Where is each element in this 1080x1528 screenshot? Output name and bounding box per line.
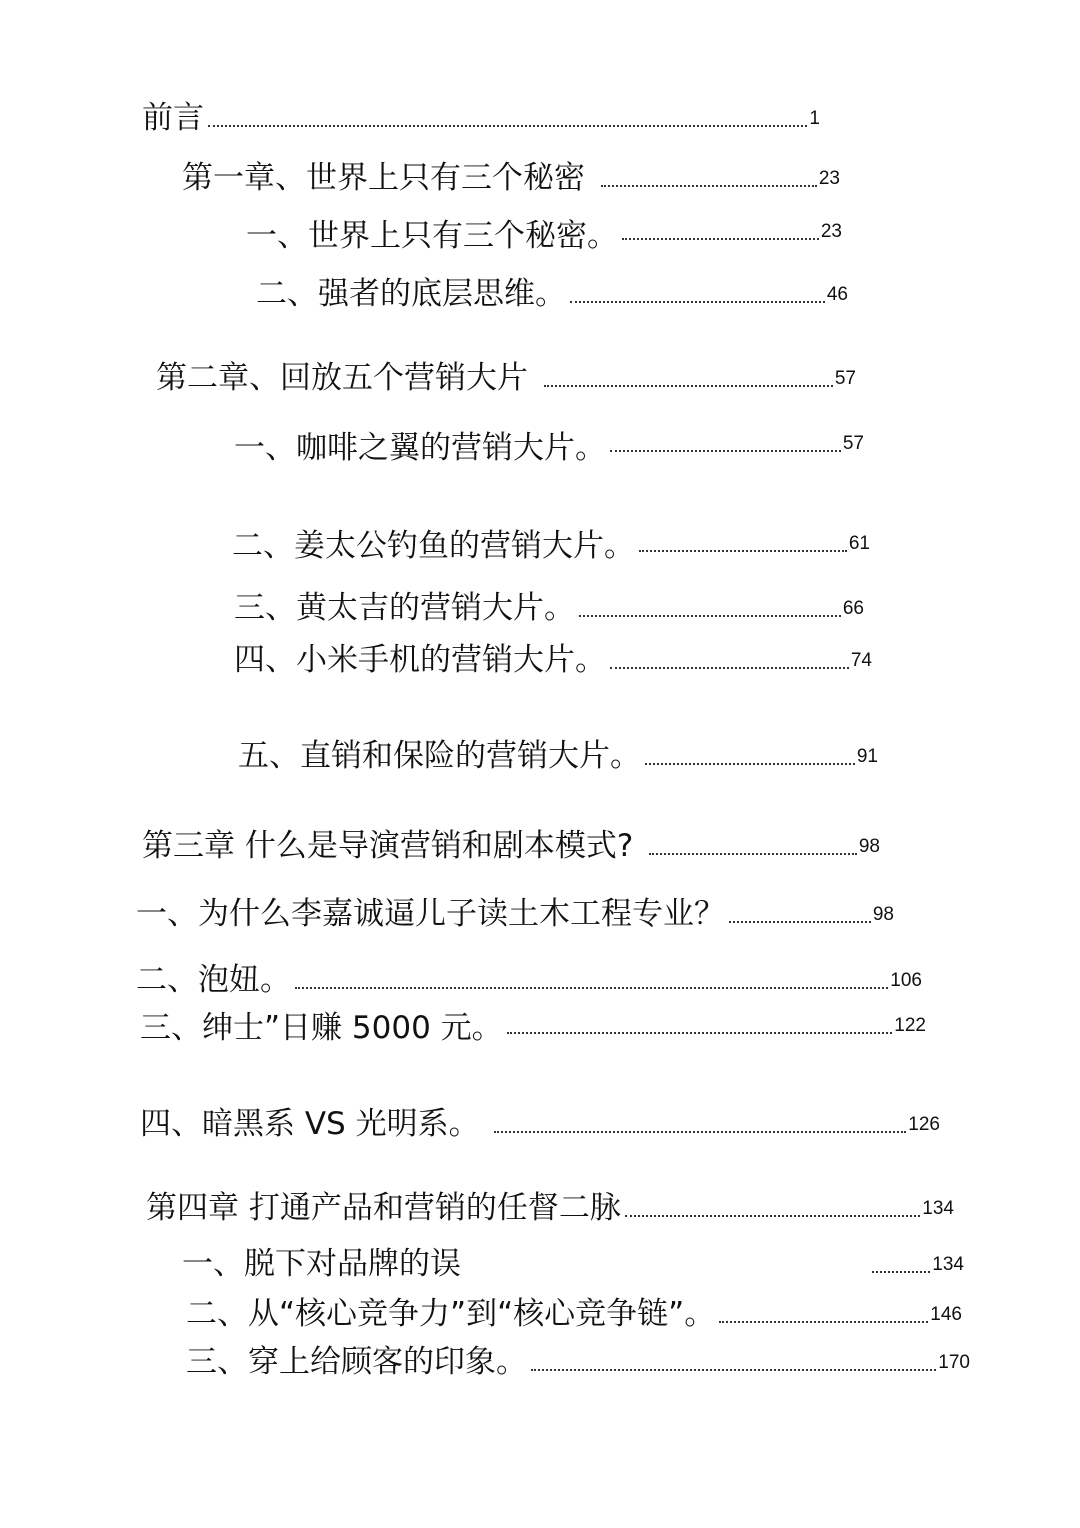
dot-leader bbox=[610, 450, 841, 452]
dot-leader bbox=[622, 238, 819, 240]
toc-entry-title: 四、暗黑系 VS 光明系。 bbox=[140, 1106, 480, 1142]
toc-entry-title: 第一章、世界上只有三个秘密 bbox=[182, 160, 585, 196]
toc-entry[interactable] bbox=[186, 1344, 970, 1380]
dot-leader bbox=[639, 550, 847, 552]
toc-entry-page: 46 bbox=[826, 284, 848, 305]
toc-entry-title: 三、绅士”日赚 5000 元。 bbox=[140, 1010, 503, 1046]
toc-entry-title: 三、黄太吉的营销大片。 bbox=[234, 590, 575, 626]
toc-entry-page: 98 bbox=[872, 904, 894, 925]
toc-entry[interactable] bbox=[234, 590, 864, 626]
toc-entry-page: 23 bbox=[818, 168, 840, 189]
toc-entry[interactable] bbox=[140, 1106, 940, 1142]
toc-entry-page: 122 bbox=[894, 1015, 926, 1036]
toc-entry-page: 57 bbox=[834, 368, 856, 389]
toc-entry-page: 106 bbox=[890, 970, 922, 991]
dot-leader bbox=[649, 853, 857, 855]
dot-leader bbox=[601, 185, 817, 187]
toc-entry[interactable] bbox=[182, 160, 840, 196]
dot-leader bbox=[494, 1131, 907, 1133]
dot-leader bbox=[570, 301, 825, 303]
toc-entry-page: 126 bbox=[908, 1114, 940, 1135]
dot-leader bbox=[507, 1032, 893, 1034]
toc-entry-page: 98 bbox=[858, 836, 880, 857]
toc-entry[interactable] bbox=[156, 360, 856, 396]
toc-entry-page: 66 bbox=[842, 598, 864, 619]
toc-entry-title: 一、为什么李嘉诚逼儿子读土木工程专业？ bbox=[136, 896, 725, 932]
toc-entry-title: 二、从“核心竞争力”到“核心竞争链”。 bbox=[186, 1296, 716, 1332]
toc-entry-title: 二、强者的底层思维。 bbox=[256, 276, 566, 312]
toc-entry-page: 91 bbox=[856, 746, 878, 767]
toc-entry[interactable] bbox=[256, 276, 848, 312]
toc-entry[interactable] bbox=[234, 430, 864, 466]
toc-entry[interactable] bbox=[238, 738, 878, 774]
dot-leader bbox=[729, 921, 871, 923]
dot-leader bbox=[610, 667, 849, 669]
toc-entry[interactable] bbox=[142, 100, 820, 136]
toc-entry-title: 五、直销和保险的营销大片。 bbox=[238, 738, 641, 774]
dot-leader bbox=[531, 1369, 936, 1371]
toc-entry-title: 前言 bbox=[142, 100, 204, 136]
toc-entry-title: 三、穿上给顾客的印象。 bbox=[186, 1344, 527, 1380]
toc-entry-title: 第四章 打通产品和营销的任督二脉 bbox=[146, 1190, 621, 1226]
toc-entry-title: 第三章 什么是导演营销和剧本模式? bbox=[142, 828, 634, 864]
toc-entry-page: 170 bbox=[938, 1352, 970, 1373]
toc-entry-title: 四、小米手机的营销大片。 bbox=[234, 642, 606, 678]
toc-entry[interactable] bbox=[136, 896, 894, 932]
toc-entry-title: 一、咖啡之翼的营销大片。 bbox=[234, 430, 606, 466]
dot-leader bbox=[295, 987, 888, 989]
toc-entry-title: 二、泡妞。 bbox=[136, 962, 291, 998]
toc-entry[interactable] bbox=[182, 1246, 964, 1282]
dot-leader bbox=[645, 763, 855, 765]
toc-entry-page: 134 bbox=[932, 1254, 964, 1275]
toc-entry[interactable] bbox=[136, 962, 922, 998]
toc-entry-title: 一、脱下对品牌的误 bbox=[182, 1246, 461, 1282]
toc-entry[interactable] bbox=[140, 1010, 926, 1046]
toc-entry-page: 146 bbox=[930, 1304, 962, 1325]
dot-leader bbox=[544, 385, 833, 387]
toc-entry-page: 61 bbox=[848, 533, 870, 554]
dot-leader bbox=[625, 1215, 920, 1217]
toc-entry-page: 1 bbox=[809, 108, 820, 129]
toc-entry-page: 134 bbox=[922, 1198, 954, 1219]
toc-entry[interactable] bbox=[146, 1190, 954, 1226]
toc-entry-page: 23 bbox=[820, 221, 842, 242]
toc-entry-title: 二、姜太公钓鱼的营销大片。 bbox=[232, 528, 635, 564]
toc-entry-page: 57 bbox=[842, 433, 864, 454]
toc-entry[interactable] bbox=[246, 218, 842, 254]
toc-entry[interactable] bbox=[186, 1296, 962, 1332]
toc-entry[interactable] bbox=[234, 642, 872, 678]
toc-entry-page: 74 bbox=[850, 650, 872, 671]
toc-entry-title: 一、世界上只有三个秘密。 bbox=[246, 218, 618, 254]
toc-entry-title: 第二章、回放五个营销大片 bbox=[156, 360, 528, 396]
toc-entry[interactable] bbox=[142, 828, 880, 864]
dot-leader bbox=[872, 1271, 930, 1273]
dot-leader bbox=[719, 1321, 928, 1323]
dot-leader bbox=[208, 125, 807, 127]
dot-leader bbox=[579, 615, 841, 617]
toc-entry[interactable] bbox=[232, 528, 870, 564]
